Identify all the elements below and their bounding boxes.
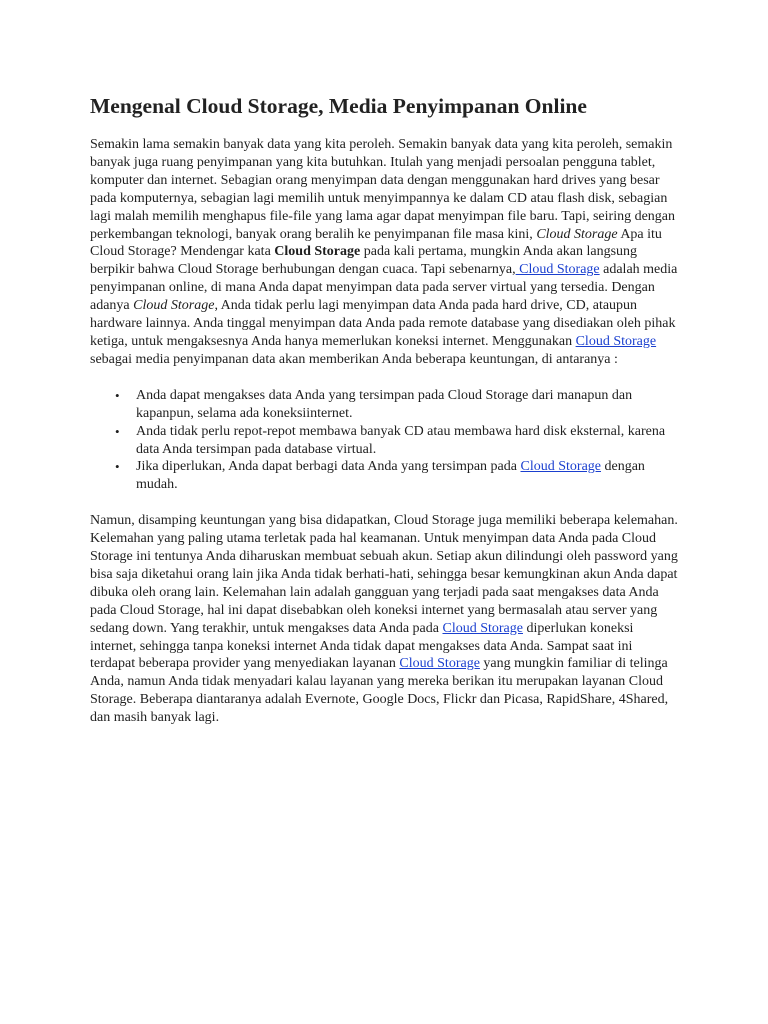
list-item bbox=[115, 458, 680, 494]
advantages-list bbox=[90, 387, 680, 494]
intro-emphasis-2: Cloud Storage bbox=[133, 298, 215, 314]
article-title: Mengenal Cloud Storage, Media Penyimpanan Online bbox=[90, 94, 587, 118]
intro-text-4: adalah media penyimpanan online, di mana Anda dapat menyimpan data pada server virtual yang tersedia. Dengan adanya bbox=[90, 262, 678, 314]
intro-emphasis-1: Cloud Storage bbox=[536, 226, 618, 242]
cloud-storage-link-3[interactable]: Cloud Storage bbox=[520, 459, 601, 475]
bullet-icon: • bbox=[115, 459, 120, 475]
intro-strong-term: Cloud Storage bbox=[274, 244, 361, 260]
list-item-text: Anda dapat mengakses data Anda yang tersimpan pada Cloud Storage dari manapun dan kapanpun, selama ada koneksiinternet. bbox=[136, 387, 633, 421]
list-item-text: Anda tidak perlu repot-repot membawa banyak CD atau membawa hard disk eksternal, karena data Anda tersimpan pada database virtual. bbox=[136, 423, 666, 457]
intro-text-3: pada kali pertama, mungkin Anda akan langsung berpikir bahwa Cloud Storage berhubungan dengan cuaca. Tapi sebenarnya, bbox=[90, 244, 638, 278]
cloud-storage-link-2[interactable]: Cloud Storage bbox=[575, 333, 657, 349]
bullet-icon: • bbox=[115, 387, 120, 403]
drawbacks-text-3: yang mungkin familiar di telinga Anda, namun Anda tidak menyadari kalau layanan yang mereka berikan itu merupakan layanan Cloud Storage. Beberapa diantaranya adalah Evernote, Google Docs, Flickr dan Picasa, RapidShare, 4Shared, dan masih banyak lagi. bbox=[90, 656, 669, 726]
cloud-storage-link-1[interactable]: Cloud Storage bbox=[515, 262, 600, 278]
intro-text-6: sebagai media penyimpanan data akan memberikan Anda beberapa keuntungan, di antaranya : bbox=[90, 351, 618, 367]
cloud-storage-link-5[interactable]: Cloud Storage bbox=[399, 656, 480, 672]
drawbacks-paragraph bbox=[90, 512, 680, 727]
document-page bbox=[90, 92, 680, 727]
list-item-text: Jika diperlukan, Anda dapat berbagi data Anda yang tersimpan pada bbox=[136, 459, 521, 475]
drawbacks-text-1: Namun, disamping keuntungan yang bisa didapatkan, Cloud Storage juga memiliki beberapa kelemahan. Kelemahan yang paling utama terletak pada hal keamanan. Untuk menyimpan data Anda pada Cloud Storage ini tentunya Anda diharuskan membuat sebuah akun. Setiap akun dilindungi oleh password yang bisa saja diketahui orang lain jika Anda tidak berhati-hati, sehingga besar kemungkinan akun Anda dapat dibuka oleh orang lain. Kelemahan lain adalah gangguan yang terjadi pada saat mengakses data Anda pada Cloud Storage, hal ini dapat disebabkan oleh koneksi internet yang bermasalah atau server yang sedang down. Yang terakhir, untuk mengakses data Anda pada bbox=[90, 513, 678, 636]
intro-text-2: Apa itu Cloud Storage? Mendengar kata bbox=[90, 226, 662, 260]
bullet-icon: • bbox=[115, 423, 120, 439]
intro-text-1: Semakin lama semakin banyak data yang kita peroleh. Semakin banyak data yang kita peroleh, semakin banyak juga ruang penyimpanan yang kita butuhkan. Itulah yang menjadi persoalan pengguna tablet, komputer dan internet. Sebagian orang menyimpan data dengan menggunakan hard drives yang besar pada komputernya, sebagian lagi memilih untuk menyimpannya ke dalam CD atau flash disk, sebagian lagi malah memilih menghapus file-file yang lama agar dapat menyimpan file baru. Tapi, seiring dengan perkembangan teknologi, banyak orang beralih ke penyimpanan file masa kini, bbox=[90, 137, 676, 242]
drawbacks-text-2: diperlukan koneksi internet, sehingga tanpa koneksi internet Anda tidak dapat mengakses data Anda. Sampat saat ini terdapat beberapa provider yang menyediakan layanan bbox=[90, 620, 634, 672]
intro-text-5: , Anda tidak perlu lagi menyimpan data Anda pada hard drive, CD, ataupun hardware lainnya. Anda tinggal menyimpan data Anda pada remote database yang disediakan oleh pihak ketiga, untuk mengaksesnya Anda hanya memerlukan koneksi internet. Menggunakan bbox=[90, 298, 676, 349]
list-item bbox=[115, 387, 680, 423]
list-item bbox=[115, 423, 680, 459]
intro-paragraph bbox=[90, 136, 680, 369]
cloud-storage-link-4[interactable]: Cloud Storage bbox=[442, 620, 523, 636]
list-item-text-end: dengan mudah. bbox=[136, 459, 645, 493]
